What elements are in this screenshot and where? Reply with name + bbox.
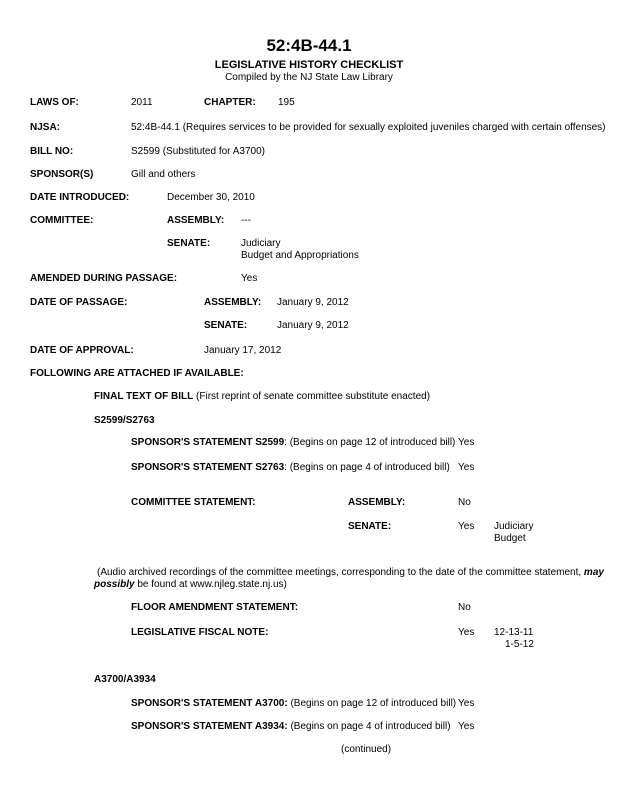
- chapter-value: 195: [278, 97, 295, 108]
- committee-statement-senate-value: Yes: [458, 521, 475, 532]
- sponsor-statement-a3700: [131, 698, 456, 710]
- committee-assembly-value: ---: [241, 215, 251, 226]
- audio-note-text-2: be found at www.njleg.state.nj.us): [134, 579, 287, 590]
- date-introduced-label: DATE INTRODUCED:: [30, 192, 130, 203]
- committee-statement-senate-label: SENATE:: [348, 521, 392, 532]
- committee-statement-senate-committee-1: Judiciary: [494, 521, 534, 532]
- laws-of-value: 2011: [131, 97, 153, 108]
- passage-assembly-value: January 9, 2012: [277, 297, 349, 308]
- approval-label: DATE OF APPROVAL:: [30, 345, 134, 356]
- compiled-by: Compiled by the NJ State Law Library: [225, 72, 393, 83]
- fiscal-note-label: LEGISLATIVE FISCAL NOTE:: [131, 627, 269, 638]
- following-heading: FOLLOWING ARE ATTACHED IF AVAILABLE:: [30, 368, 244, 379]
- sponsor-statement-s2763-value: Yes: [458, 462, 475, 473]
- page-title: 52:4B-44.1: [266, 36, 352, 55]
- final-text-note: (First reprint of senate committee substitute enacted): [193, 391, 431, 402]
- sponsor-statement-s2763-label: SPONSOR'S STATEMENT S2763: [131, 462, 285, 473]
- committee-assembly-label: ASSEMBLY:: [167, 215, 225, 226]
- audio-note-emphasis-2: possibly: [94, 579, 135, 590]
- laws-of-label: LAWS OF:: [30, 97, 79, 108]
- committee-statement-label: COMMITTEE STATEMENT:: [131, 497, 256, 508]
- passage-label: DATE OF PASSAGE:: [30, 297, 128, 308]
- sponsor-statement-s2599-value: Yes: [458, 437, 475, 448]
- sponsor-statement-a3700-note: (Begins on page 12 of introduced bill): [287, 698, 457, 709]
- sponsor-statement-s2763: [131, 462, 450, 474]
- committee-senate-value-1: Judiciary: [241, 238, 281, 249]
- committee-statement-assembly-label: ASSEMBLY:: [348, 497, 406, 508]
- fiscal-note-date-2: 1-5-12: [505, 639, 534, 650]
- audio-note-text-1: (Audio archived recordings of the committee meetings, corresponding to the date of the committee statement,: [97, 567, 584, 578]
- chapter-label: CHAPTER:: [204, 97, 256, 108]
- njsa-value: 52:4B-44.1 (Requires services to be provided for sexually exploited juveniles charged with certain offenses): [131, 122, 606, 133]
- committee-label: COMMITTEE:: [30, 215, 94, 226]
- committee-statement-senate-committee-2: Budget: [494, 533, 526, 544]
- audio-note-emphasis-1: may: [583, 567, 604, 578]
- s-bill-group: S2599/S2763: [94, 415, 155, 426]
- checklist-heading: LEGISLATIVE HISTORY CHECKLIST: [214, 59, 404, 71]
- sponsor-statement-a3934: [131, 721, 451, 733]
- sponsor-statement-a3700-label: SPONSOR'S STATEMENT A3700:: [131, 698, 288, 709]
- njsa-label: NJSA:: [30, 122, 61, 133]
- floor-amendment-value: No: [458, 602, 471, 613]
- sponsor-statement-s2599-note: : (Begins on page 12 of introduced bill): [284, 437, 456, 448]
- passage-senate-value: January 9, 2012: [277, 320, 349, 331]
- date-introduced-value: December 30, 2010: [167, 192, 255, 203]
- passage-senate-label: SENATE:: [204, 320, 248, 331]
- amended-label: AMENDED DURING PASSAGE:: [30, 273, 178, 284]
- sponsor-statement-a3934-note: (Begins on page 4 of introduced bill): [287, 721, 451, 732]
- sponsor-statement-s2763-note: : (Begins on page 4 of introduced bill): [284, 462, 450, 473]
- sponsor-statement-s2599: [131, 437, 455, 449]
- sponsor-label: SPONSOR(S): [30, 169, 94, 180]
- sponsor-statement-s2599-label: SPONSOR'S STATEMENT S2599: [131, 437, 285, 448]
- approval-value: January 17, 2012: [204, 345, 282, 356]
- floor-amendment-label: FLOOR AMENDMENT STATEMENT:: [131, 602, 299, 613]
- audio-note-line-1: [97, 567, 604, 579]
- a-bill-group: A3700/A3934: [94, 674, 156, 685]
- sponsor-statement-a3700-value: Yes: [458, 698, 475, 709]
- final-text-line: [94, 391, 430, 403]
- bill-no-label: BILL NO:: [30, 146, 74, 157]
- final-text-label: FINAL TEXT OF BILL: [94, 391, 194, 402]
- fiscal-note-value: Yes: [458, 627, 475, 638]
- amended-value: Yes: [241, 273, 258, 284]
- committee-statement-assembly-value: No: [458, 497, 471, 508]
- audio-note-line-2: [94, 579, 287, 591]
- bill-no-value: S2599 (Substituted for A3700): [131, 146, 265, 157]
- sponsor-statement-a3934-label: SPONSOR'S STATEMENT A3934:: [131, 721, 288, 732]
- passage-assembly-label: ASSEMBLY:: [204, 297, 262, 308]
- committee-senate-value-2: Budget and Appropriations: [241, 250, 359, 261]
- committee-senate-label: SENATE:: [167, 238, 211, 249]
- continued-note: (continued): [341, 744, 392, 755]
- fiscal-note-date-1: 12-13-11: [494, 627, 534, 638]
- sponsor-statement-a3934-value: Yes: [458, 721, 475, 732]
- sponsor-value: Gill and others: [131, 169, 196, 180]
